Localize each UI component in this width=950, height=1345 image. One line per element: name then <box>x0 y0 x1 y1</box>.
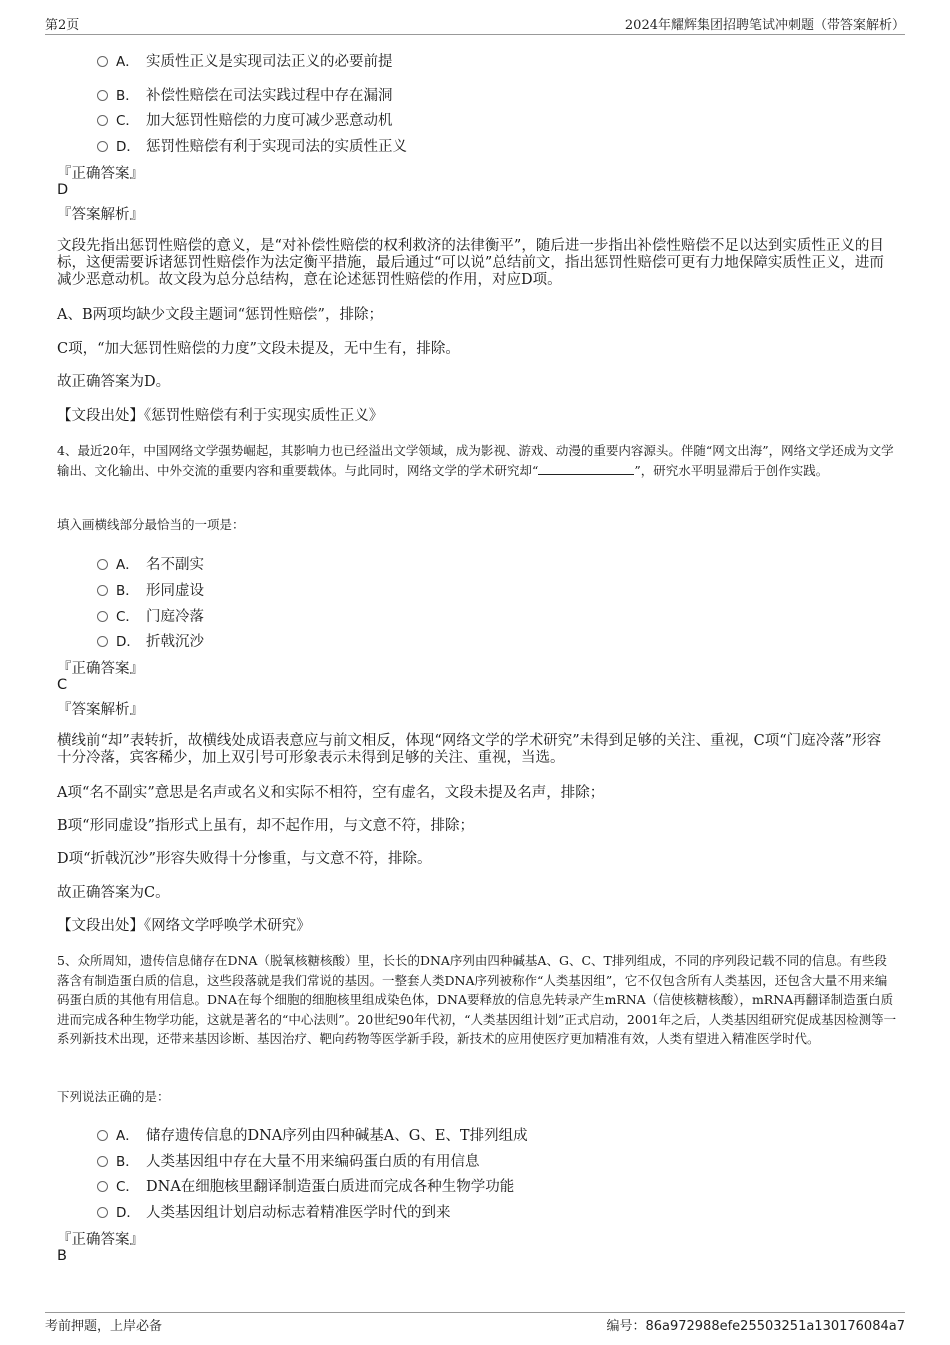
q3-answer: D <box>57 182 69 198</box>
q4-analysis-a: A项“名不副实”意思是名声或名义和实际不相符，空有虚名，文段未提及名声，排除； <box>57 785 605 801</box>
correct-answer-label: 『正确答案』 <box>57 661 144 677</box>
q4-option-a[interactable]: A． 名不副实 <box>97 553 204 574</box>
q3-analysis-c: C项，“加大惩罚性赔偿的力度”文段未提及，无中生有，排除。 <box>57 341 460 357</box>
q3-conclusion: 故正确答案为D。 <box>57 374 171 390</box>
fill-blank <box>538 462 634 475</box>
q5-stem: 5、众所周知，遗传信息储存在DNA（脱氧核糖核酸）里，长长的DNA序列由四种碱基A、G、C、T排列组成，不同的序列段记载不同的信息。有些段落含有制造蛋白质的信息，这些段落就是我们常说的基因。一整套人类DNA序列被称作“人类基因组”，它不仅包含所有人类基因，还包含大量不用来编码蛋白质的其他有用信息。DNA在每个细胞的细胞核里组成染色体，DNA要释放的信息先转录产生mRNA（信使核糖核酸），mRNA再翻译制造蛋白质进而完成各种生物学功能，这就是著名的“中心法则”。20世纪90年代初，“人类基因组计划”正式启动，2001年之后，人类基因组研究促成基因检测等一系列新技术出现，还带来基因诊断、基因治疗、靶向药物等医学新手段，新技术的应用使医疗更加精准有效，人类有望进入精准医学时代。 <box>57 953 897 1046</box>
radio-icon[interactable] <box>97 1130 108 1141</box>
radio-icon[interactable] <box>97 585 108 596</box>
radio-icon[interactable] <box>97 611 108 622</box>
q5-answer: B <box>57 1248 67 1264</box>
q4-option-d[interactable]: D． 折戟沉沙 <box>97 630 204 651</box>
correct-answer-label: 『正确答案』 <box>57 1232 144 1248</box>
analysis-label: 『答案解析』 <box>57 207 144 223</box>
q3-source: 【文段出处】《惩罚性赔偿有利于实现实质性正义》 <box>57 408 384 424</box>
radio-icon[interactable] <box>97 1207 108 1218</box>
radio-icon[interactable] <box>97 1181 108 1192</box>
q4-source: 【文段出处】《网络文学呼唤学术研究》 <box>57 918 311 934</box>
q5-option-c[interactable]: C． DNA在细胞核里翻译制造蛋白质进而完成各种生物学功能 <box>97 1175 514 1196</box>
q4-stem: 4、最近20年，中国网络文学强势崛起，其影响力也已经溢出文学领域，成为影视、游戏、动漫的重要内容源头。伴随“网文出海”，网络文学还成为文学输出、文化输出、中外交流的重要内容和重要载体。与此同时，网络文学的学术研究却“ ”，研究水平明显滞后于创作实践。 <box>57 443 894 478</box>
q4-answer: C <box>57 677 68 693</box>
page-number: 第2页 <box>45 18 80 33</box>
q3-option-a[interactable]: A． 实质性正义是实现司法正义的必要前提 <box>97 50 393 71</box>
document-title: 2024年耀辉集团招聘笔试冲刺题（带答案解析） <box>624 18 905 33</box>
q4-prompt: 填入画横线部分最恰当的一项是： <box>57 517 245 532</box>
page-header <box>45 14 905 35</box>
q3-analysis-main: 文段先指出惩罚性赔偿的意义，是“对补偿性赔偿的权利救济的法律衡平”，随后进一步指出补偿性赔偿不足以达到实质性正义的目标，这便需要诉诸惩罚性赔偿作为法定衡平措施，最后通过“可以说”总结前文，指出惩罚性赔偿可更有力地保障实质性正义，进而减少恶意动机。故文段为总分总结构，意在论述惩罚性赔偿的作用，对应D项。 <box>57 238 884 288</box>
page-footer <box>45 1312 905 1335</box>
radio-icon[interactable] <box>97 90 108 101</box>
q4-analysis-d: D项“折戟沉沙”形容失败得十分惨重，与文意不符，排除。 <box>57 851 432 867</box>
radio-icon[interactable] <box>97 636 108 647</box>
radio-icon[interactable] <box>97 559 108 570</box>
q4-option-c[interactable]: C． 门庭冷落 <box>97 605 204 626</box>
q4-analysis-main: 横线前“却”表转折，故横线处成语表意应与前文相反，体现“网络文学的学术研究”未得到足够的关注、重视，C项“门庭冷落”形容十分冷落，宾客稀少，加上双引号可形象表示未得到足够的关注、重视，当选。 <box>57 733 882 766</box>
radio-icon[interactable] <box>97 115 108 126</box>
document-code: 编号：86a972988efe25503251a130176084a7 <box>606 1319 905 1334</box>
q5-option-d[interactable]: D． 人类基因组计划启动标志着精准医学时代的到来 <box>97 1201 451 1222</box>
q3-option-d[interactable]: D． 惩罚性赔偿有利于实现司法的实质性正义 <box>97 135 407 156</box>
q5-prompt: 下列说法正确的是： <box>57 1089 170 1104</box>
q3-analysis-ab: A、B两项均缺少文段主题词“惩罚性赔偿”，排除； <box>57 307 383 323</box>
q5-option-b[interactable]: B． 人类基因组中存在大量不用来编码蛋白质的有用信息 <box>97 1150 480 1171</box>
radio-icon[interactable] <box>97 1156 108 1167</box>
correct-answer-label: 『正确答案』 <box>57 166 144 182</box>
radio-icon[interactable] <box>97 141 108 152</box>
q5-option-a[interactable]: A． 储存遗传信息的DNA序列由四种碱基A、G、E、T排列组成 <box>97 1124 528 1145</box>
q4-analysis-b: B项“形同虚设”指形式上虽有，却不起作用，与文意不符，排除； <box>57 818 474 834</box>
q3-option-b[interactable]: B． 补偿性赔偿在司法实践过程中存在漏洞 <box>97 84 393 105</box>
radio-icon[interactable] <box>97 56 108 67</box>
q4-option-b[interactable]: B． 形同虚设 <box>97 579 204 600</box>
footer-slogan: 考前押题，上岸必备 <box>45 1319 163 1334</box>
analysis-label: 『答案解析』 <box>57 702 144 718</box>
q3-option-c[interactable]: C． 加大惩罚性赔偿的力度可减少恶意动机 <box>97 109 393 130</box>
q4-conclusion: 故正确答案为C。 <box>57 885 170 901</box>
